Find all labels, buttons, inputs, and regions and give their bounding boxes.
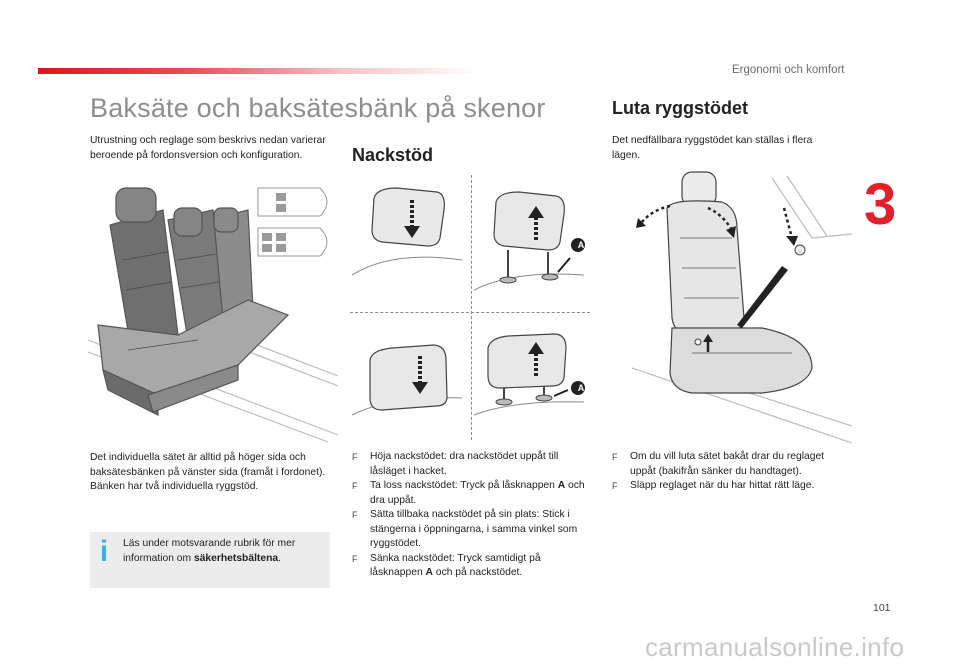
bullet-icon: F xyxy=(612,452,618,462)
bullet-icon: F xyxy=(612,481,618,491)
watermark: carmanualsonline.info xyxy=(645,632,905,662)
page-number: 101 xyxy=(873,602,891,614)
left-description xyxy=(90,451,330,495)
bullet-icon: F xyxy=(352,553,358,564)
headrest-lower-press-illustration xyxy=(352,320,467,445)
chapter-number: 3 xyxy=(864,172,897,237)
luta-intro: Det nedfällbara ryggstödet kan ställas i flera lägen. xyxy=(612,135,813,161)
label-a-bottom: A xyxy=(577,383,585,393)
luta-item-text: Släpp reglaget när du har hittat rätt läge. xyxy=(630,480,815,491)
luta-item-release xyxy=(612,479,852,494)
left-description-line1: Det individuella sätet är alltid på höger sida och baksätesbänken på vänster sida (framåt i fordonet). xyxy=(90,452,326,478)
nackstod-item-text: Sätta tillbaka nackstödet på sin plats: Stick i stängerna i öppningarna, i samma vinkel som ryggstödet. xyxy=(370,509,578,549)
luta-heading: Luta ryggstödet xyxy=(612,98,749,118)
info-text-link: säkerhetsbältena xyxy=(193,552,279,564)
intro-text: Utrustning och reglage som beskrivs nedan varierar beroende på fordonsversion och konfiguration. xyxy=(90,135,326,161)
nackstod-heading: Nackstöd xyxy=(352,145,434,165)
nackstod-item-text: Ta loss nackstödet: Tryck på låsknappen xyxy=(370,480,558,491)
nackstod-item-remove xyxy=(352,479,592,508)
info-text-end: . xyxy=(278,552,281,564)
recline-seat-illustration xyxy=(612,168,852,443)
nackstod-item-text: Höja nackstödet: dra nackstödet uppåt till låsläget i hacket. xyxy=(370,451,559,477)
nackstod-item-label-a: A xyxy=(425,567,433,578)
bullet-icon: F xyxy=(352,510,358,520)
info-text-main: Läs under motsvarande rubrik för mer information om xyxy=(123,538,296,564)
nackstod-item-lower xyxy=(352,552,592,581)
bullet-icon: F xyxy=(352,452,358,462)
section-title: Ergonomi och komfort xyxy=(732,64,845,76)
header-red-bar xyxy=(38,68,478,74)
bullet-icon: F xyxy=(352,481,358,491)
nackstod-item-text: och dra uppåt. xyxy=(370,480,585,506)
luta-item-recline xyxy=(612,450,852,479)
nackstod-item-text: och på nackstödet. xyxy=(432,567,523,578)
info-text xyxy=(123,537,323,566)
label-a-top: A xyxy=(577,240,585,250)
nackstod-item-refit xyxy=(352,508,592,552)
page-title: Baksäte och baksätesbänk på skenor xyxy=(90,93,546,123)
nackstod-item-text: Sänka nackstödet: Tryck samtidigt på låsknappen xyxy=(370,552,541,578)
rear-seats-illustration xyxy=(88,180,338,445)
luta-list xyxy=(612,450,852,494)
nackstod-item-label-a: A xyxy=(557,480,566,491)
left-description-line2: Bänken har två individuella ryggstöd. xyxy=(90,481,259,492)
nackstod-divider-horizontal xyxy=(350,312,590,313)
luta-item-text: Om du vill luta sätet bakåt drar du reglaget uppåt (bakifrån sänker du handtaget). xyxy=(630,451,825,477)
nackstod-list xyxy=(352,450,592,581)
headrest-lower-illustration xyxy=(352,180,467,305)
nackstod-item-raise xyxy=(352,450,592,479)
nackstod-divider-vertical xyxy=(471,175,472,440)
info-icon: i xyxy=(99,535,109,568)
